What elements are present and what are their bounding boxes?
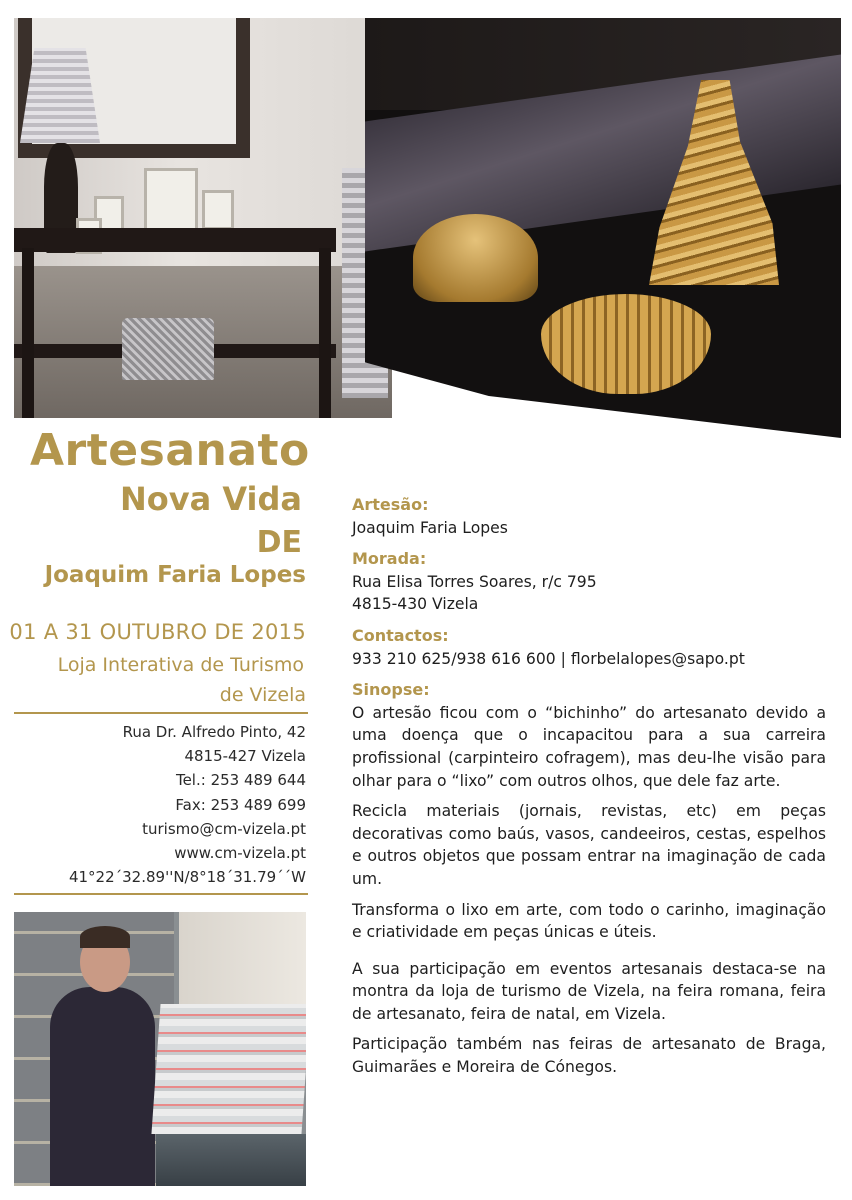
artisan-label: Artesão: (352, 495, 429, 514)
venue-contact-block (69, 720, 306, 889)
event-dates: 01 A 31 OUTUBRO DE 2015 (9, 620, 306, 644)
contacts-label: Contactos: (352, 625, 449, 645)
divider-top (14, 712, 308, 714)
venue-website-link[interactable]: www.cm-vizela.pt (174, 844, 306, 863)
venue-tel: Tel.: 253 489 644 (175, 771, 306, 790)
crafts-photo (365, 18, 841, 438)
synopsis-label: Sinopse: (352, 680, 430, 700)
synopsis-paragraph: O artesão ficou com o “bichinho” do artesanato devido a uma doença que o incapacitou para a sua carreira profissional (carpinteiro cofragem), mas deu-lhe visão para olhar para o “lixo” com outros olhos, que dele faz arte. (352, 703, 826, 790)
info-column (352, 494, 826, 1087)
room-photo (14, 18, 392, 418)
venue-line-1: Loja Interativa de Turismo (57, 654, 304, 676)
venue-street: Rua Dr. Alfredo Pinto, 42 (122, 723, 306, 741)
address-line-1: Rua Elisa Torres Soares, r/c 795 (352, 572, 597, 591)
artisan-name: Joaquim Faria Lopes (352, 518, 508, 537)
contacts-value[interactable]: 933 210 625/938 616 600 | florbelalopes@sapo.pt (352, 649, 745, 668)
venue-postal: 4815-427 Vizela (184, 747, 306, 766)
title-name: Joaquim Faria Lopes (44, 562, 306, 588)
title-main: Artesanato (30, 425, 310, 476)
synopsis-paragraph: A sua participação em eventos artesanais destaca-se na montra da loja de turismo de Vizela, na feira romana, feira de artesanato, feira de natal, em Vizela. (352, 959, 826, 1023)
title-sub: Nova Vida (119, 480, 302, 518)
divider-bottom (14, 893, 308, 895)
artisan-photo (14, 912, 306, 1186)
venue-gps: 41°22´32.89''N/8°18´31.79´´W (68, 868, 306, 887)
venue-email-link[interactable]: turismo@cm-vizela.pt (142, 819, 306, 838)
title-de: DE (256, 525, 302, 560)
venue-fax: Fax: 253 489 699 (175, 795, 306, 814)
address-line-2: 4815-430 Vizela (352, 595, 479, 614)
synopsis-paragraph: Transforma o lixo em arte, com todo o carinho, imaginação e criatividade em peças únicas e úteis. (352, 900, 826, 942)
synopsis-paragraph: Participação também nas feiras de artesanato de Braga, Guimarães e Moreira de Cónegos. (352, 1035, 826, 1077)
venue-line-2: de Vizela (219, 684, 306, 706)
address-label: Morada: (352, 549, 427, 569)
synopsis-paragraph: Recicla materiais (jornais, revistas, etc) em peças decorativas como baús, vasos, candeeiros, cestas, espelhos e outros objetos que possam entrar na imaginação de cada um. (352, 802, 826, 888)
